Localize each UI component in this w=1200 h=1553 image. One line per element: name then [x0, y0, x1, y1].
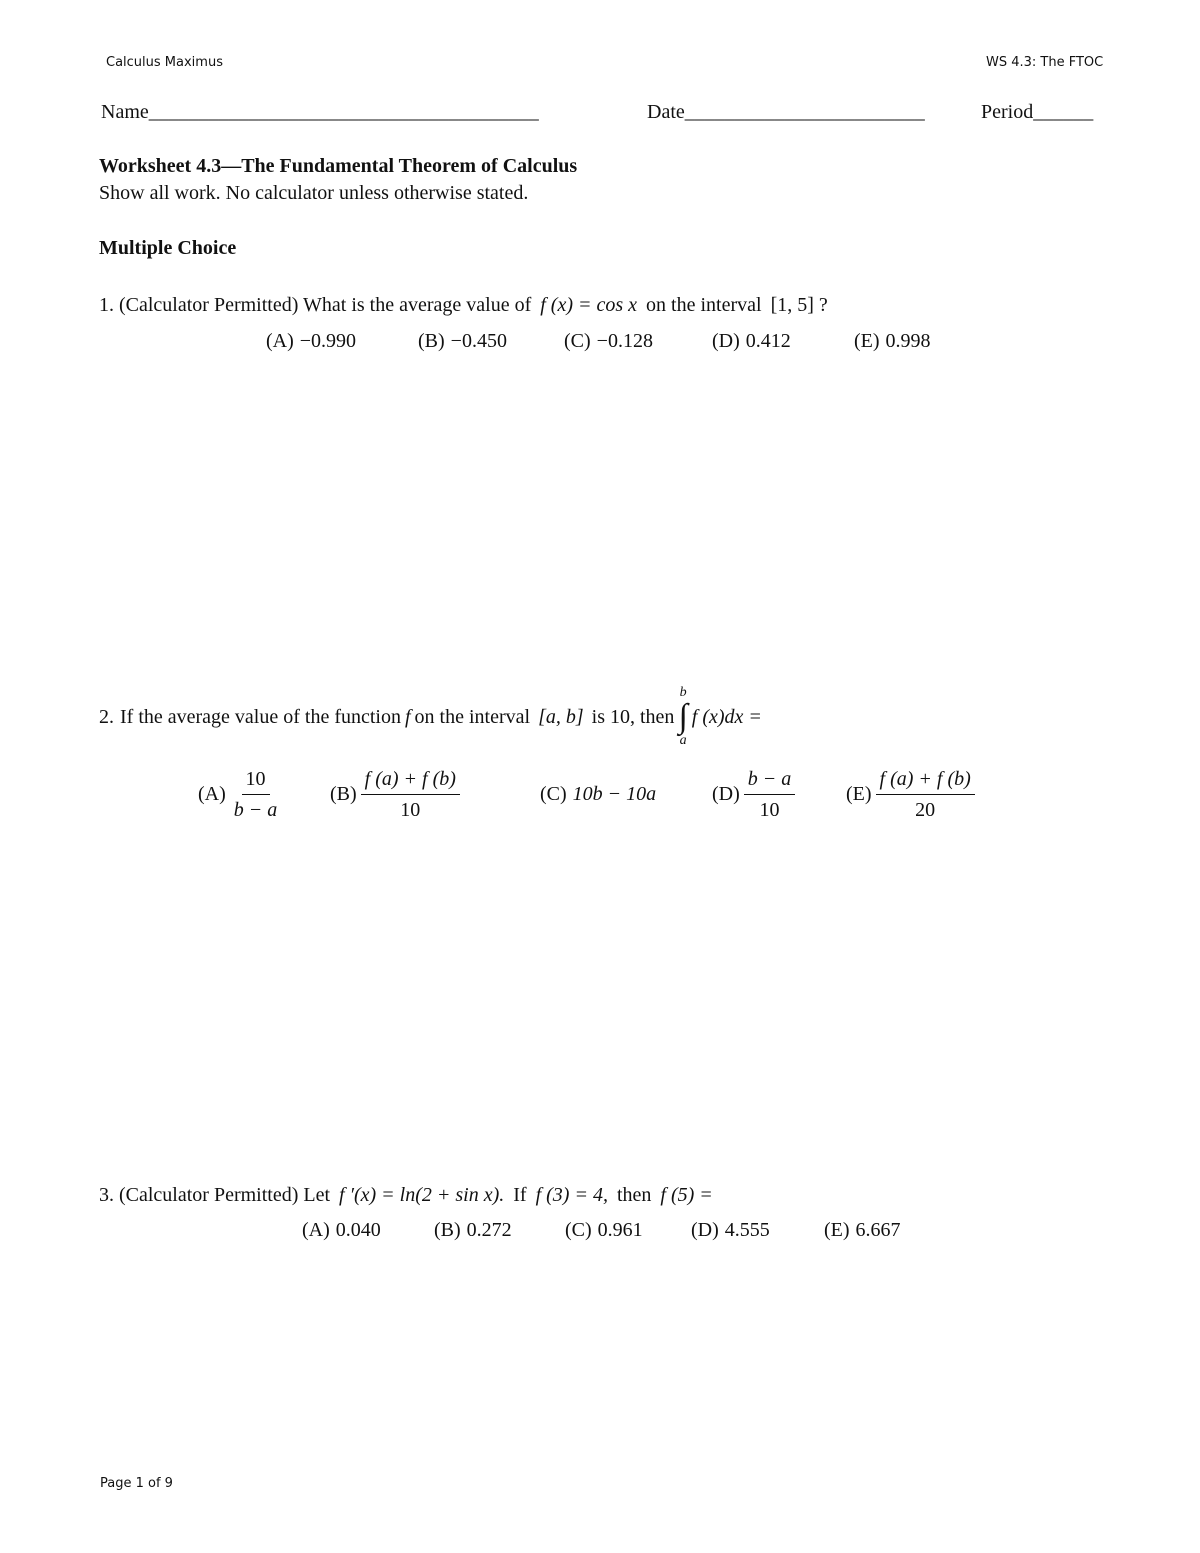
integral-upper-limit: b — [679, 685, 687, 700]
choice: (C) 0.961 — [565, 1219, 643, 1241]
question-text: If the average value of the function — [120, 705, 401, 728]
math-expression: f (x) = cos x — [540, 294, 638, 316]
math-interval: [1, 5] — [770, 294, 814, 316]
question-1 — [99, 294, 828, 317]
choice-row-1 — [266, 330, 931, 353]
choice: (B) $\frac{f (a) + f (b)}{10}$ — [330, 766, 540, 823]
instructions: Show all work. No calculator unless otherwise stated. — [99, 182, 529, 204]
question-number: 1. — [99, 294, 114, 316]
choice: (A) −0.990 — [266, 330, 357, 352]
math-expression: f (5) = — [660, 1184, 713, 1206]
question-text: If — [513, 1184, 527, 1206]
worksheet-title: Worksheet 4.3—The Fundamental Theorem of Calculus — [99, 155, 578, 177]
question-text: on the interval — [646, 294, 762, 316]
math-function: f — [404, 705, 411, 728]
choice: (A) $\frac{10}{b - a}$ — [198, 768, 278, 821]
integral-sign-icon: ∫ — [678, 698, 688, 735]
integrand: f (x)dx = — [691, 705, 762, 728]
question-3 — [99, 1184, 713, 1207]
integral-expression — [678, 686, 687, 748]
question-text: (Calculator Permitted) Let — [119, 1184, 331, 1206]
choice-row-3 — [302, 1219, 901, 1242]
date-field: Date________________________ — [647, 101, 925, 123]
page-number: Page 1 of 9 — [100, 1476, 173, 1491]
period-field: Period______ — [981, 101, 1094, 123]
choice: (C) 10b − 10a — [540, 783, 657, 805]
choice-row-2 — [198, 766, 979, 823]
choice: (D) $\frac{b - a}{10}$ — [712, 766, 846, 823]
choice: (E) 0.998 — [854, 330, 931, 352]
question-text: is 10, then — [591, 705, 675, 728]
choice: (B) 0.272 — [434, 1219, 512, 1241]
section-heading: Multiple Choice — [99, 237, 237, 259]
header-left: Calculus Maximus — [106, 55, 223, 70]
question-text: (Calculator Permitted) What is the average value of — [119, 294, 532, 316]
question-2 — [99, 686, 762, 748]
choice: (C) −0.128 — [564, 330, 653, 352]
math-interval: [a, b] — [538, 705, 584, 728]
question-text: then — [616, 1184, 652, 1206]
choice: (E) $\frac{f (a) + f (b)}{20}$ — [846, 766, 979, 823]
question-number: 3. — [99, 1184, 114, 1206]
math-expression: f (3) = 4, — [535, 1184, 608, 1206]
choice: (E) 6.667 — [824, 1219, 901, 1241]
header-right: WS 4.3: The FTOC — [986, 55, 1104, 70]
math-expression: f ′(x) = ln(2 + sin x). — [339, 1184, 505, 1206]
choice: (B) −0.450 — [418, 330, 507, 352]
question-text: ? — [818, 294, 828, 316]
choice: (A) 0.040 — [302, 1219, 381, 1241]
question-text: on the interval — [414, 705, 531, 728]
question-number: 2. — [99, 705, 114, 728]
integral-lower-limit: a — [679, 733, 687, 748]
choice: (D) 0.412 — [712, 330, 791, 352]
name-field: Name_______________________________________ — [101, 101, 539, 123]
choice: (D) 4.555 — [691, 1219, 770, 1241]
